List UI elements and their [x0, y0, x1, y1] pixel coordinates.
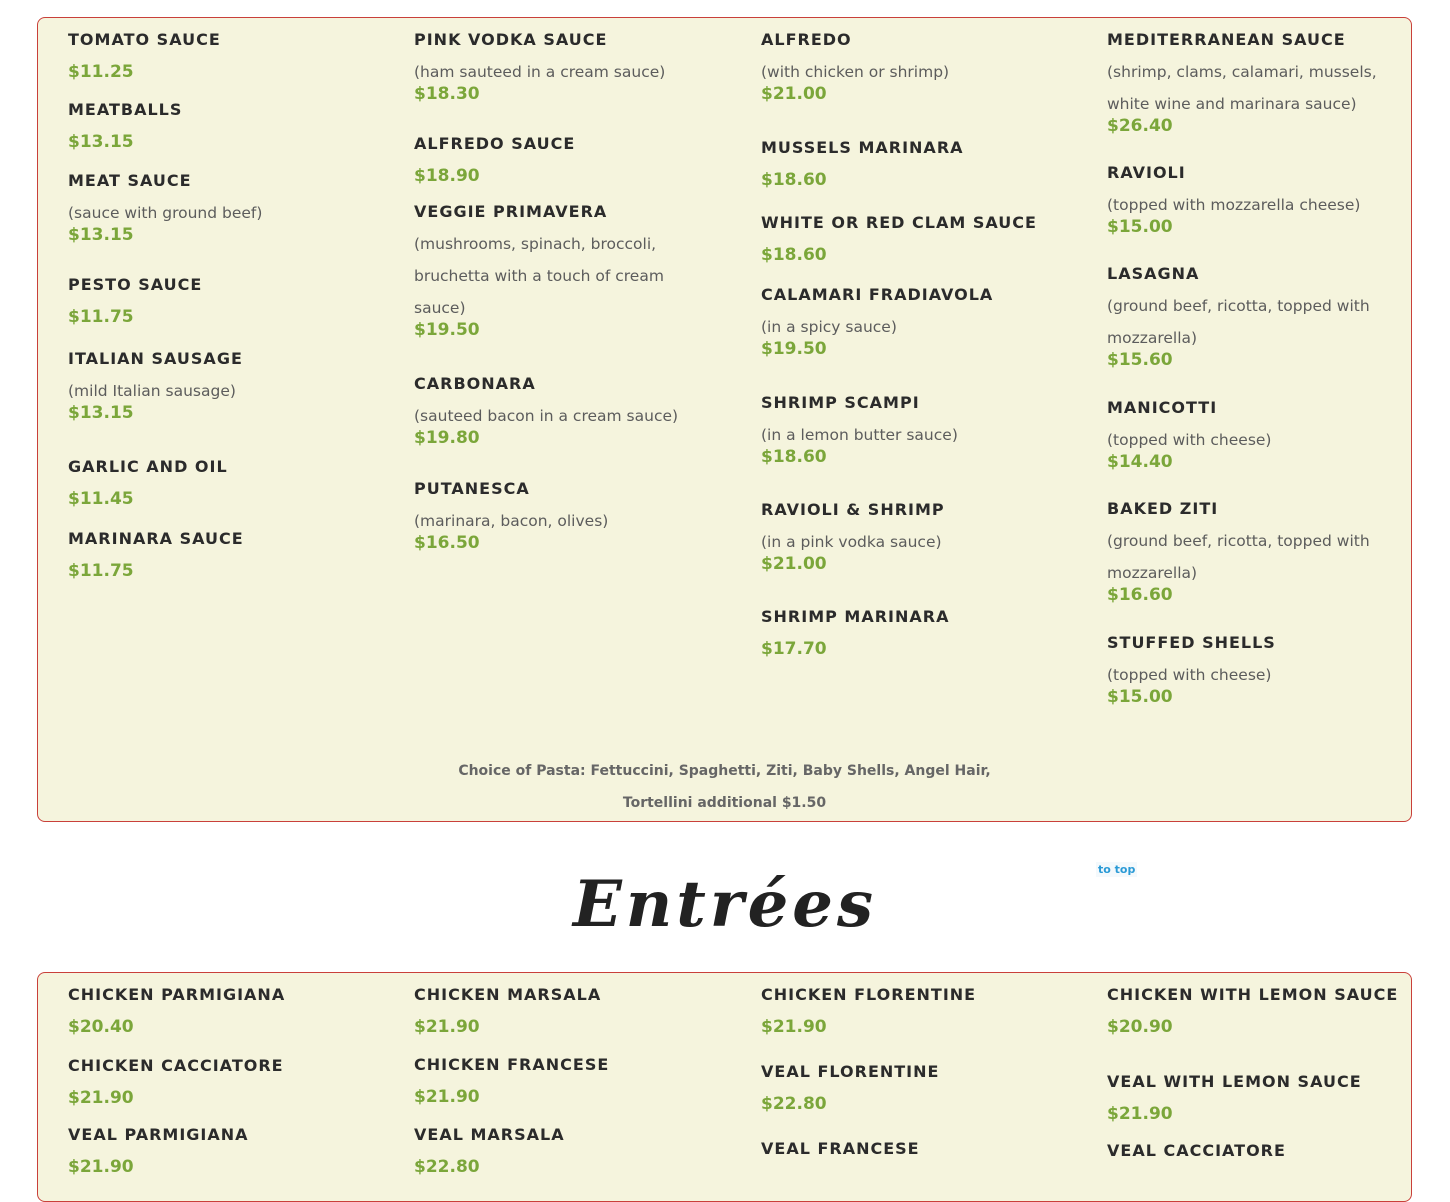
menu-item-name: ITALIAN SAUSAGE	[68, 349, 243, 368]
menu-item	[414, 479, 714, 553]
menu-item-name: MEATBALLS	[68, 100, 183, 119]
menu-item	[1107, 264, 1407, 370]
menu-item-name: SHRIMP MARINARA	[761, 607, 950, 626]
menu-item-name: VEAL FRANCESE	[761, 1139, 920, 1158]
menu-item	[1107, 1141, 1407, 1173]
menu-item-description: (sauce with ground beef)	[68, 204, 263, 222]
menu-item-price: $21.90	[68, 1088, 134, 1108]
menu-item-name: CHICKEN FRANCESE	[414, 1055, 610, 1074]
menu-item	[414, 202, 714, 340]
menu-item	[761, 1062, 1061, 1114]
menu-item-description: (mushrooms, spinach, broccoli, bruchetta with a touch of cream sauce)	[414, 235, 664, 317]
menu-item-name: ALFREDO SAUCE	[414, 134, 576, 153]
menu-item	[414, 374, 714, 448]
menu-item-price: $18.60	[761, 447, 827, 467]
menu-item	[1107, 30, 1407, 136]
menu-item-description: (shrimp, clams, calamari, mussels, white wine and marinara sauce)	[1107, 63, 1377, 113]
menu-item-description: (in a spicy sauce)	[761, 318, 897, 336]
menu-item-name: TOMATO SAUCE	[68, 30, 221, 49]
menu-item-price: $26.40	[1107, 116, 1173, 136]
menu-item-price: $19.50	[414, 320, 480, 340]
pasta-note-line2: Tortellini additional $1.50	[622, 795, 827, 811]
menu-item-description: (marinara, bacon, olives)	[414, 512, 609, 530]
menu-item-name: CHICKEN PARMIGIANA	[68, 985, 286, 1004]
menu-item	[68, 985, 368, 1037]
menu-item-name: VEGGIE PRIMAVERA	[414, 202, 608, 221]
menu-item-price: $11.75	[68, 307, 134, 327]
menu-item	[414, 30, 714, 104]
menu-item-price: $18.60	[761, 170, 827, 190]
menu-item-price: $13.15	[68, 132, 134, 152]
menu-item	[761, 30, 1061, 104]
pasta-choice-note	[38, 755, 1411, 819]
menu-item-name: CHICKEN MARSALA	[414, 985, 602, 1004]
menu-item-price: $20.40	[68, 1017, 134, 1037]
menu-item	[414, 134, 714, 186]
menu-item	[761, 500, 1061, 574]
menu-item-description: (mild Italian sausage)	[68, 382, 236, 400]
menu-item-price: $21.90	[414, 1087, 480, 1107]
menu-item-name: VEAL CACCIATORE	[1107, 1141, 1286, 1160]
menu-item	[1107, 985, 1407, 1037]
menu-item-name: VEAL MARSALA	[414, 1125, 565, 1144]
menu-item-price: $13.15	[68, 225, 134, 245]
menu-item	[1107, 1072, 1407, 1124]
menu-item-description: (ground beef, ricotta, topped with mozzarella)	[1107, 532, 1370, 582]
menu-item	[414, 1055, 714, 1107]
menu-item-name: GARLIC AND OIL	[68, 457, 228, 476]
menu-item-name: VEAL PARMIGIANA	[68, 1125, 249, 1144]
menu-item-price: $20.90	[1107, 1017, 1173, 1037]
menu-item-price: $13.15	[68, 403, 134, 423]
menu-item	[414, 985, 714, 1037]
menu-item-price: $21.90	[761, 1017, 827, 1037]
menu-item-price: $11.75	[68, 561, 134, 581]
menu-item-price: $22.80	[761, 1094, 827, 1114]
menu-item-name: MEDITERRANEAN SAUCE	[1107, 30, 1346, 49]
menu-item-description: (in a pink vodka sauce)	[761, 533, 942, 551]
menu-item-price: $11.25	[68, 62, 134, 82]
menu-item	[68, 349, 368, 423]
menu-item-price: $15.00	[1107, 217, 1173, 237]
menu-item-name: CHICKEN FLORENTINE	[761, 985, 977, 1004]
menu-item	[68, 30, 368, 82]
menu-item-name: BAKED ZITI	[1107, 499, 1219, 518]
menu-item	[68, 100, 368, 152]
menu-item-name: ALFREDO	[761, 30, 852, 49]
menu-item-name: CHICKEN WITH LEMON SAUCE	[1107, 985, 1399, 1004]
menu-item-price: $22.80	[414, 1157, 480, 1177]
menu-item-price: $15.60	[1107, 350, 1173, 370]
menu-item-price: $16.60	[1107, 585, 1173, 605]
menu-item	[68, 529, 368, 581]
menu-item	[68, 1125, 368, 1177]
menu-item-description: (topped with mozzarella cheese)	[1107, 196, 1361, 214]
menu-item	[414, 1125, 714, 1177]
menu-item-name: VEAL WITH LEMON SAUCE	[1107, 1072, 1362, 1091]
menu-item-price: $17.70	[761, 639, 827, 659]
menu-item	[68, 457, 368, 509]
menu-item-name: SHRIMP SCAMPI	[761, 393, 920, 412]
menu-item-name: RAVIOLI	[1107, 163, 1186, 182]
menu-item	[1107, 499, 1407, 605]
menu-item-name: RAVIOLI & SHRIMP	[761, 500, 945, 519]
menu-item-name: MUSSELS MARINARA	[761, 138, 964, 157]
menu-item-name: VEAL FLORENTINE	[761, 1062, 940, 1081]
menu-item-description: (sauteed bacon in a cream sauce)	[414, 407, 679, 425]
menu-item-price: $14.40	[1107, 452, 1173, 472]
menu-item-name: STUFFED SHELLS	[1107, 633, 1276, 652]
menu-item-price: $18.90	[414, 166, 480, 186]
entrees-section-title: Entrées	[572, 867, 878, 942]
menu-item-name: CARBONARA	[414, 374, 536, 393]
pasta-note-line1: Choice of Pasta: Fettuccini, Spaghetti, Ziti, Baby Shells, Angel Hair,	[458, 763, 991, 779]
menu-item-price: $21.90	[1107, 1104, 1173, 1124]
menu-item	[761, 213, 1061, 265]
menu-item-name: CHICKEN CACCIATORE	[68, 1056, 284, 1075]
menu-item-name: MEAT SAUCE	[68, 171, 192, 190]
menu-item	[68, 275, 368, 327]
menu-item-name: CALAMARI FRADIAVOLA	[761, 285, 994, 304]
menu-item	[761, 138, 1061, 190]
pasta-menu-panel	[37, 17, 1412, 822]
menu-item	[761, 607, 1061, 659]
entrees-menu-panel	[37, 972, 1412, 1202]
menu-item-description: (in a lemon butter sauce)	[761, 426, 958, 444]
menu-item-description: (with chicken or shrimp)	[761, 63, 950, 81]
menu-item-description: (ham sauteed in a cream sauce)	[414, 63, 666, 81]
menu-item-name: PINK VODKA SAUCE	[414, 30, 608, 49]
menu-item-price: $19.50	[761, 339, 827, 359]
menu-item	[761, 1139, 1061, 1171]
menu-item-price: $21.90	[68, 1157, 134, 1177]
menu-item-description: (topped with cheese)	[1107, 666, 1272, 684]
menu-item-price: $21.90	[414, 1017, 480, 1037]
menu-item	[1107, 163, 1407, 237]
menu-item	[761, 285, 1061, 359]
menu-item-name: MARINARA SAUCE	[68, 529, 244, 548]
menu-item-price: $21.00	[761, 554, 827, 574]
menu-item-description: (topped with cheese)	[1107, 431, 1272, 449]
menu-item-price: $18.60	[761, 245, 827, 265]
menu-item-name: WHITE OR RED CLAM SAUCE	[761, 213, 1037, 232]
menu-item-price: $11.45	[68, 489, 134, 509]
menu-item-name: LASAGNA	[1107, 264, 1200, 283]
to-top-link[interactable]: to top	[1098, 863, 1136, 876]
menu-item-name: PESTO SAUCE	[68, 275, 203, 294]
menu-item-name: MANICOTTI	[1107, 398, 1218, 417]
menu-item	[68, 1056, 368, 1108]
menu-item	[761, 393, 1061, 467]
menu-item-price: $18.30	[414, 84, 480, 104]
menu-item-price: $19.80	[414, 428, 480, 448]
menu-item	[761, 985, 1061, 1037]
menu-item-description: (ground beef, ricotta, topped with mozzarella)	[1107, 297, 1370, 347]
menu-item	[1107, 633, 1407, 707]
menu-item	[68, 171, 368, 245]
menu-item-price: $16.50	[414, 533, 480, 553]
menu-item-price: $21.00	[761, 84, 827, 104]
menu-item	[1107, 398, 1407, 472]
menu-item-name: PUTANESCA	[414, 479, 530, 498]
menu-item-price: $15.00	[1107, 687, 1173, 707]
